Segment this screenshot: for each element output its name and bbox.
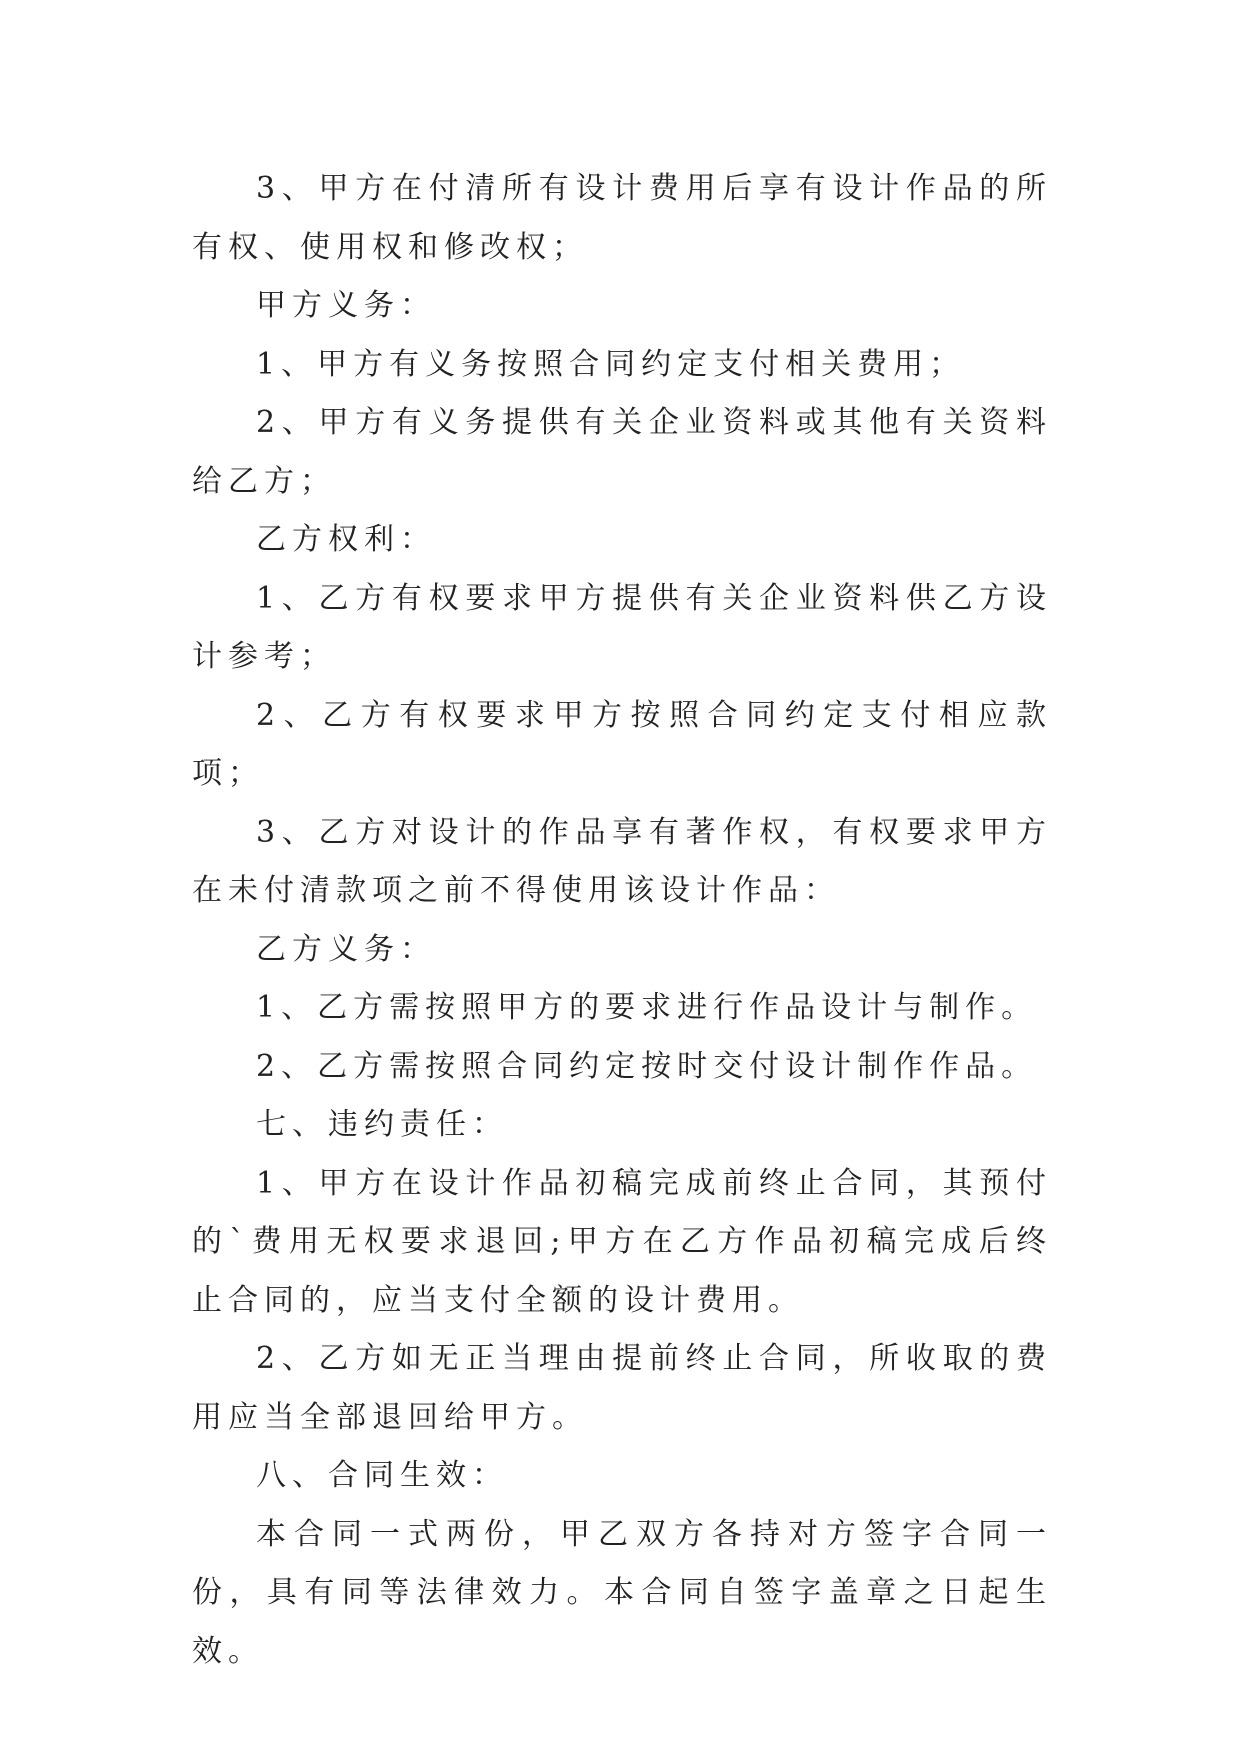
section-heading: 乙方义务： [256,931,436,967]
section-heading: 乙方权利： [256,522,436,557]
clause-paragraph: 3、乙方对设计的作品享有著作权，有权要求甲方在未付清款项之前不得使用该设计作品： [192,814,1052,908]
section-heading: 甲方义务： [256,288,436,323]
section-heading: 七、违约责任： [256,1107,508,1142]
clause-paragraph: 1、乙方需按照甲方的要求进行作品设计与制作。 [256,990,1038,1025]
clause-paragraph: 2、乙方需按照合同约定按时交付设计制作作品。 [256,1048,1038,1084]
clause-paragraph: 本合同一式两份，甲乙双方各持对方签字合同一份，具有同等法律效力。本合同自签字盖章之日起生效。 [192,1516,1052,1669]
clause-paragraph: 1、甲方有义务按照合同约定支付相关费用； [256,346,966,382]
clause-paragraph: 2、乙方有权要求甲方按照合同约定支付相应款项； [192,697,1052,791]
clause-paragraph: 1、乙方有权要求甲方提供有关企业资料供乙方设计参考； [192,580,1052,674]
document-body [192,160,1052,1681]
clause-paragraph: 1、甲方在设计作品初稿完成前终止合同，其预付的`费用无权要求退回;甲方在乙方作品初稿完成后终止合同的，应当支付全额的设计费用。 [192,1165,1052,1318]
clause-paragraph: 2、甲方有义务提供有关企业资料或其他有关资料给乙方； [192,405,1052,499]
clause-paragraph: 2、乙方如无正当理由提前终止合同，所收取的费用应当全部退回给甲方。 [192,1341,1052,1435]
clause-paragraph: 3、甲方在付清所有设计费用后享有设计作品的所有权、使用权和修改权； [192,171,1052,265]
section-heading: 八、合同生效： [256,1458,508,1493]
